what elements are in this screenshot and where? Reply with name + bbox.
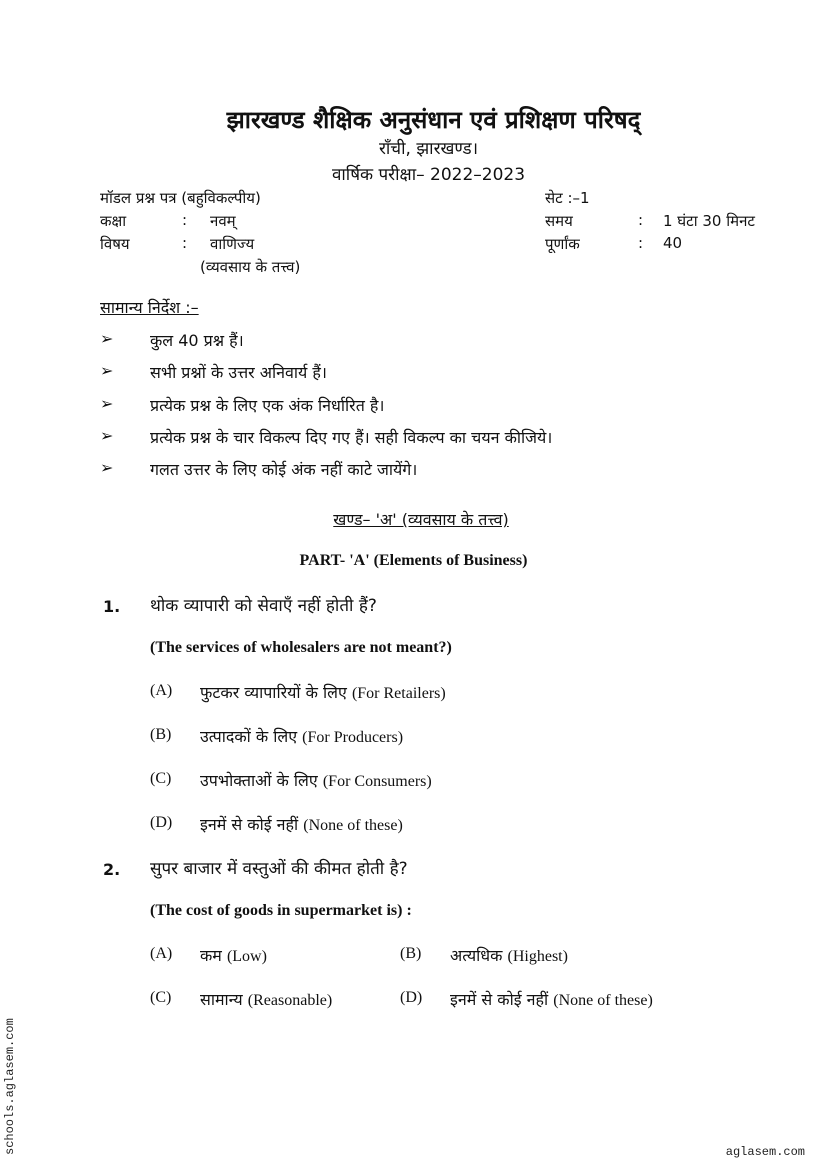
- question-text-hindi: थोक व्यापारी को सेवाएँ नहीं होती हैं?: [150, 596, 377, 616]
- instruction-item: प्रत्येक प्रश्न के लिए एक अंक निर्धारित है।: [150, 396, 385, 415]
- question-text-hindi: सुपर बाजार में वस्तुओं की कीमत होती है?: [150, 859, 408, 879]
- set-number: सेट :–1: [545, 189, 590, 207]
- section-heading-english: PART- 'A' (Elements of Business): [299, 552, 528, 569]
- subject-label: विषय: [100, 235, 130, 253]
- option-text: इनमें से कोई नहीं (None of these): [450, 990, 653, 1009]
- option-text: इनमें से कोई नहीं (None of these): [200, 815, 403, 834]
- question-text-english: (The cost of goods in supermarket is) :: [150, 902, 412, 919]
- subject-value: वाणिज्य: [210, 235, 255, 253]
- instruction-item: सभी प्रश्नों के उत्तर अनिवार्य हैं।: [150, 363, 327, 382]
- city: राँची, झारखण्ड।: [378, 139, 479, 159]
- option-label: (B): [400, 945, 422, 962]
- option-label: (A): [150, 682, 173, 699]
- instruction-item: प्रत्येक प्रश्न के चार विकल्प दिए गए हैं। सही विकल्प का चयन कीजिये।: [150, 428, 553, 447]
- paper-type: मॉडल प्रश्न पत्र (बहुविकल्पीय): [100, 189, 261, 207]
- option-text: अत्यधिक (Highest): [450, 946, 568, 965]
- option-text: उत्पादकों के लिए (For Producers): [200, 727, 404, 746]
- bullet-icon: ➢: [100, 394, 114, 413]
- question-number: 1.: [103, 597, 121, 616]
- instructions-heading: सामान्य निर्देश :–: [100, 298, 199, 317]
- question-text-english: (The services of wholesalers are not meant?): [150, 639, 452, 656]
- exam-year: वार्षिक परीक्षा– 2022–2023: [331, 165, 526, 185]
- instruction-item: गलत उत्तर के लिए कोई अंक नहीं काटे जायेंगे।: [150, 460, 418, 479]
- bullet-icon: ➢: [100, 426, 114, 445]
- option-text: कम (Low): [200, 946, 267, 965]
- class-value: नवम्: [210, 212, 236, 230]
- time-label: समय: [545, 212, 573, 230]
- option-text: फुटकर व्यापारियों के लिए (For Retailers): [200, 683, 446, 702]
- option-label: (D): [400, 989, 423, 1006]
- option-text: उपभोक्ताओं के लिए (For Consumers): [200, 771, 432, 790]
- section-heading-hindi: खण्ड– 'अ' (व्यवसाय के तत्त्व): [333, 510, 509, 529]
- option-label: (B): [150, 726, 172, 743]
- marks-label: पूर्णांक: [545, 235, 580, 253]
- marks-value: 40: [663, 234, 683, 252]
- subject-subtitle: (व्यवसाय के तत्त्व): [200, 258, 301, 276]
- time-colon: :: [638, 211, 644, 229]
- option-label: (C): [150, 770, 172, 787]
- time-value: 1 घंटा 30 मिनट: [663, 212, 755, 230]
- page-title: झारखण्ड शैक्षिक अनुसंधान एवं प्रशिक्षण परिषद्: [226, 106, 641, 134]
- bullet-icon: ➢: [100, 329, 114, 348]
- marks-colon: :: [638, 234, 644, 252]
- instruction-item: कुल 40 प्रश्न हैं।: [150, 331, 244, 350]
- bullet-icon: ➢: [100, 458, 114, 477]
- bottom-watermark: aglasem.com: [725, 1145, 805, 1159]
- subject-colon: :: [182, 234, 188, 252]
- class-colon: :: [182, 211, 188, 229]
- option-label: (C): [150, 989, 172, 1006]
- option-label: (A): [150, 945, 173, 962]
- side-watermark: schools.aglasem.com: [3, 1018, 17, 1155]
- option-text: सामान्य (Reasonable): [200, 990, 333, 1009]
- question-number: 2.: [103, 860, 121, 879]
- bullet-icon: ➢: [100, 361, 114, 380]
- option-label: (D): [150, 814, 173, 831]
- class-label: कक्षा: [100, 212, 127, 230]
